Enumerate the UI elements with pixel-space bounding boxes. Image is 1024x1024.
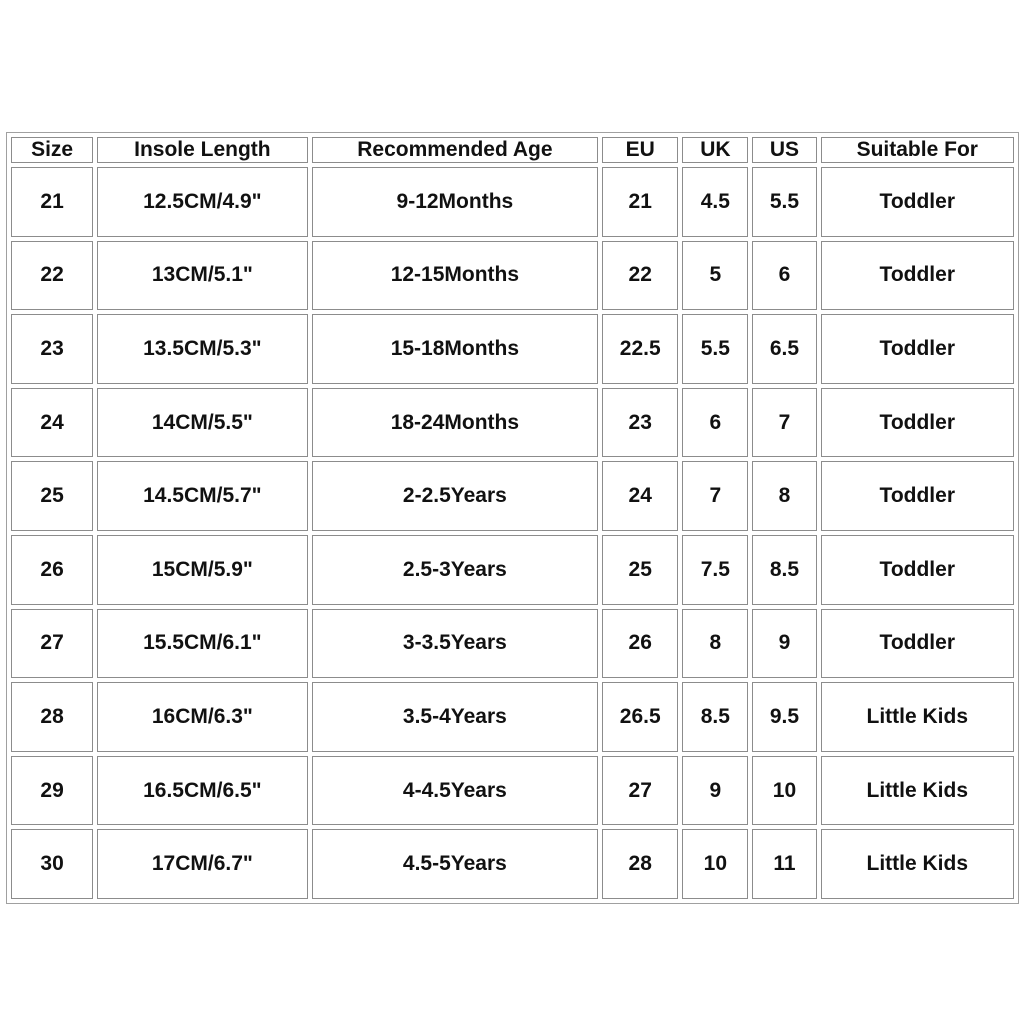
cell-insole-length: 16.5CM/6.5" — [97, 756, 307, 826]
cell-recommended-age: 15-18Months — [312, 314, 599, 384]
cell-recommended-age: 9-12Months — [312, 167, 599, 237]
cell-suitable-for: Toddler — [821, 461, 1014, 531]
cell-insole-length: 15CM/5.9" — [97, 535, 307, 605]
header-suitable-for: Suitable For — [821, 137, 1014, 163]
cell-suitable-for: Little Kids — [821, 682, 1014, 752]
cell-uk: 10 — [682, 829, 748, 899]
cell-size: 27 — [11, 609, 93, 679]
cell-recommended-age: 4-4.5Years — [312, 756, 599, 826]
cell-recommended-age: 2.5-3Years — [312, 535, 599, 605]
header-eu: EU — [602, 137, 678, 163]
table-row — [11, 609, 1014, 679]
cell-uk: 5 — [682, 241, 748, 311]
cell-eu: 22.5 — [602, 314, 678, 384]
table-row — [11, 461, 1014, 531]
size-table — [7, 133, 1018, 903]
cell-insole-length: 15.5CM/6.1" — [97, 609, 307, 679]
cell-insole-length: 13CM/5.1" — [97, 241, 307, 311]
cell-us: 6 — [752, 241, 816, 311]
header-size: Size — [11, 137, 93, 163]
cell-insole-length: 12.5CM/4.9" — [97, 167, 307, 237]
cell-uk: 8 — [682, 609, 748, 679]
cell-size: 22 — [11, 241, 93, 311]
table-row — [11, 756, 1014, 826]
cell-uk: 5.5 — [682, 314, 748, 384]
cell-size: 24 — [11, 388, 93, 458]
header-recommended-age: Recommended Age — [312, 137, 599, 163]
cell-insole-length: 14.5CM/5.7" — [97, 461, 307, 531]
cell-insole-length: 17CM/6.7" — [97, 829, 307, 899]
cell-us: 8.5 — [752, 535, 816, 605]
table-row — [11, 314, 1014, 384]
table-row — [11, 241, 1014, 311]
table-header-row — [11, 137, 1014, 163]
cell-recommended-age: 12-15Months — [312, 241, 599, 311]
cell-size: 26 — [11, 535, 93, 605]
header-us: US — [752, 137, 816, 163]
cell-uk: 6 — [682, 388, 748, 458]
cell-us: 11 — [752, 829, 816, 899]
cell-insole-length: 16CM/6.3" — [97, 682, 307, 752]
cell-eu: 24 — [602, 461, 678, 531]
cell-us: 7 — [752, 388, 816, 458]
cell-size: 29 — [11, 756, 93, 826]
cell-eu: 23 — [602, 388, 678, 458]
size-chart — [6, 132, 1019, 904]
table-row — [11, 535, 1014, 605]
cell-size: 28 — [11, 682, 93, 752]
cell-insole-length: 14CM/5.5" — [97, 388, 307, 458]
cell-size: 21 — [11, 167, 93, 237]
header-insole-length: Insole Length — [97, 137, 307, 163]
cell-eu: 25 — [602, 535, 678, 605]
cell-suitable-for: Toddler — [821, 314, 1014, 384]
cell-uk: 4.5 — [682, 167, 748, 237]
cell-size: 23 — [11, 314, 93, 384]
cell-suitable-for: Little Kids — [821, 829, 1014, 899]
cell-suitable-for: Little Kids — [821, 756, 1014, 826]
cell-recommended-age: 18-24Months — [312, 388, 599, 458]
cell-uk: 7 — [682, 461, 748, 531]
cell-us: 5.5 — [752, 167, 816, 237]
header-uk: UK — [682, 137, 748, 163]
cell-uk: 7.5 — [682, 535, 748, 605]
cell-uk: 9 — [682, 756, 748, 826]
cell-suitable-for: Toddler — [821, 535, 1014, 605]
cell-recommended-age: 3.5-4Years — [312, 682, 599, 752]
cell-suitable-for: Toddler — [821, 609, 1014, 679]
cell-size: 25 — [11, 461, 93, 531]
cell-eu: 21 — [602, 167, 678, 237]
table-row — [11, 682, 1014, 752]
cell-insole-length: 13.5CM/5.3" — [97, 314, 307, 384]
cell-us: 9.5 — [752, 682, 816, 752]
cell-recommended-age: 3-3.5Years — [312, 609, 599, 679]
table-row — [11, 829, 1014, 899]
cell-size: 30 — [11, 829, 93, 899]
cell-suitable-for: Toddler — [821, 388, 1014, 458]
cell-us: 9 — [752, 609, 816, 679]
cell-eu: 28 — [602, 829, 678, 899]
cell-uk: 8.5 — [682, 682, 748, 752]
cell-eu: 26 — [602, 609, 678, 679]
cell-us: 8 — [752, 461, 816, 531]
cell-suitable-for: Toddler — [821, 167, 1014, 237]
cell-eu: 27 — [602, 756, 678, 826]
cell-recommended-age: 2-2.5Years — [312, 461, 599, 531]
cell-us: 6.5 — [752, 314, 816, 384]
cell-recommended-age: 4.5-5Years — [312, 829, 599, 899]
cell-us: 10 — [752, 756, 816, 826]
cell-eu: 22 — [602, 241, 678, 311]
table-row — [11, 388, 1014, 458]
cell-eu: 26.5 — [602, 682, 678, 752]
cell-suitable-for: Toddler — [821, 241, 1014, 311]
table-row — [11, 167, 1014, 237]
